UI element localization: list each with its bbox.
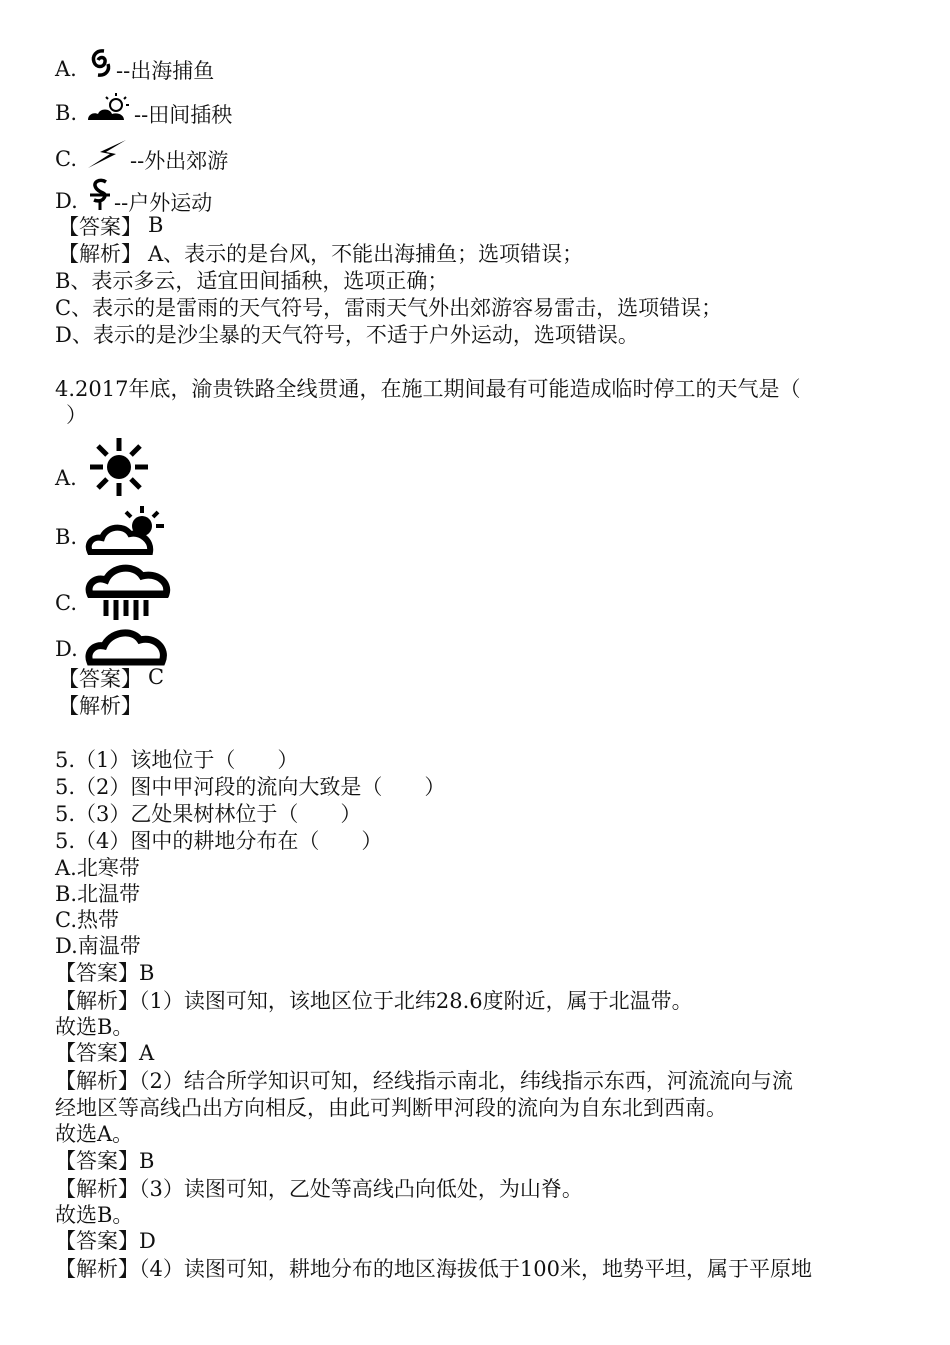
answer: 【答案】B bbox=[55, 1149, 155, 1173]
analysis-line: 【解析】（1）读图可知，该地区位于北纬28.6度附近，属于北温带。 bbox=[55, 989, 693, 1013]
option: B.北温带 bbox=[55, 882, 141, 906]
answer: 【答案】B bbox=[55, 961, 155, 985]
analysis-line: 【解析】（2）结合所学知识可知，经线指示南北，纬线指示东西，河流流向与流 bbox=[55, 1069, 793, 1093]
option-letter: C. bbox=[55, 591, 77, 615]
conclusion: 故选B。 bbox=[55, 1203, 134, 1227]
conclusion: 故选A。 bbox=[55, 1122, 134, 1146]
analysis-line: C、表示的是雷雨的天气符号，雷雨天气外出郊游容易雷击，选项错误； bbox=[55, 296, 723, 320]
subquestion: 5.（2）图中甲河段的流向大致是（ ） bbox=[55, 775, 446, 799]
analysis-line: 经地区等高线凸出方向相反，由此可判断甲河段的流向为自东北到西南。 bbox=[55, 1096, 727, 1120]
option-text: --出海捕鱼 bbox=[116, 59, 215, 83]
option: A.北寒带 bbox=[55, 856, 140, 880]
option-letter: A. bbox=[55, 466, 77, 490]
answer-value: C bbox=[148, 665, 165, 689]
typhoon-icon bbox=[88, 48, 114, 78]
overcast-icon bbox=[84, 624, 168, 666]
subquestion: 5.（1）该地位于（ ） bbox=[55, 748, 299, 772]
answer-value: B bbox=[148, 213, 164, 237]
analysis-line: A、表示的是台风，不能出海捕鱼；选项错误； bbox=[148, 242, 584, 266]
answer: 【答案】D bbox=[55, 1229, 156, 1253]
option-text: --田间插秧 bbox=[134, 103, 233, 127]
analysis-line: 【解析】（3）读图可知，乙处等高线凸向低处，为山脊。 bbox=[55, 1177, 583, 1201]
option-letter: D. bbox=[55, 637, 78, 661]
subquestion: 5.（4）图中的耕地分布在（ ） bbox=[55, 829, 383, 853]
answer-label: 【答案】 bbox=[58, 667, 142, 691]
subquestion: 5.（3）乙处果树林位于（ ） bbox=[55, 802, 362, 826]
option-text: --外出郊游 bbox=[130, 149, 229, 173]
partly-cloudy-icon bbox=[84, 504, 168, 556]
heavy-rain-icon bbox=[84, 562, 172, 622]
lightning-icon bbox=[86, 138, 128, 170]
analysis-label: 【解析】 bbox=[58, 242, 142, 266]
partly-cloudy-icon bbox=[86, 92, 132, 122]
option: C.热带 bbox=[55, 908, 119, 932]
option-letter: B. bbox=[55, 101, 78, 125]
question-stem-end: ） bbox=[66, 403, 87, 427]
answer-label: 【答案】 bbox=[58, 215, 142, 239]
conclusion: 故选B。 bbox=[55, 1015, 134, 1039]
analysis-line: B、表示多云，适宜田间插秧，选项正确； bbox=[55, 269, 449, 293]
option-letter: D. bbox=[55, 189, 78, 213]
question-stem: 4.2017年底，渝贵铁路全线贯通，在施工期间最有可能造成临时停工的天气是（ bbox=[55, 377, 801, 401]
analysis-line: D、表示的是沙尘暴的天气符号，不适于户外运动，选项错误。 bbox=[55, 323, 639, 347]
analysis-line: 【解析】（4）读图可知，耕地分布的地区海拔低于100米，地势平坦，属于平原地 bbox=[55, 1257, 812, 1281]
option-letter: A. bbox=[55, 57, 77, 81]
option: D.南温带 bbox=[55, 934, 141, 958]
option-letter: C. bbox=[55, 147, 77, 171]
option-letter: B. bbox=[55, 525, 78, 549]
analysis-label: 【解析】 bbox=[58, 694, 142, 718]
sandstorm-icon bbox=[88, 178, 112, 212]
option-text: --户外运动 bbox=[114, 191, 213, 215]
answer: 【答案】A bbox=[55, 1041, 155, 1065]
sunny-icon bbox=[86, 436, 152, 498]
